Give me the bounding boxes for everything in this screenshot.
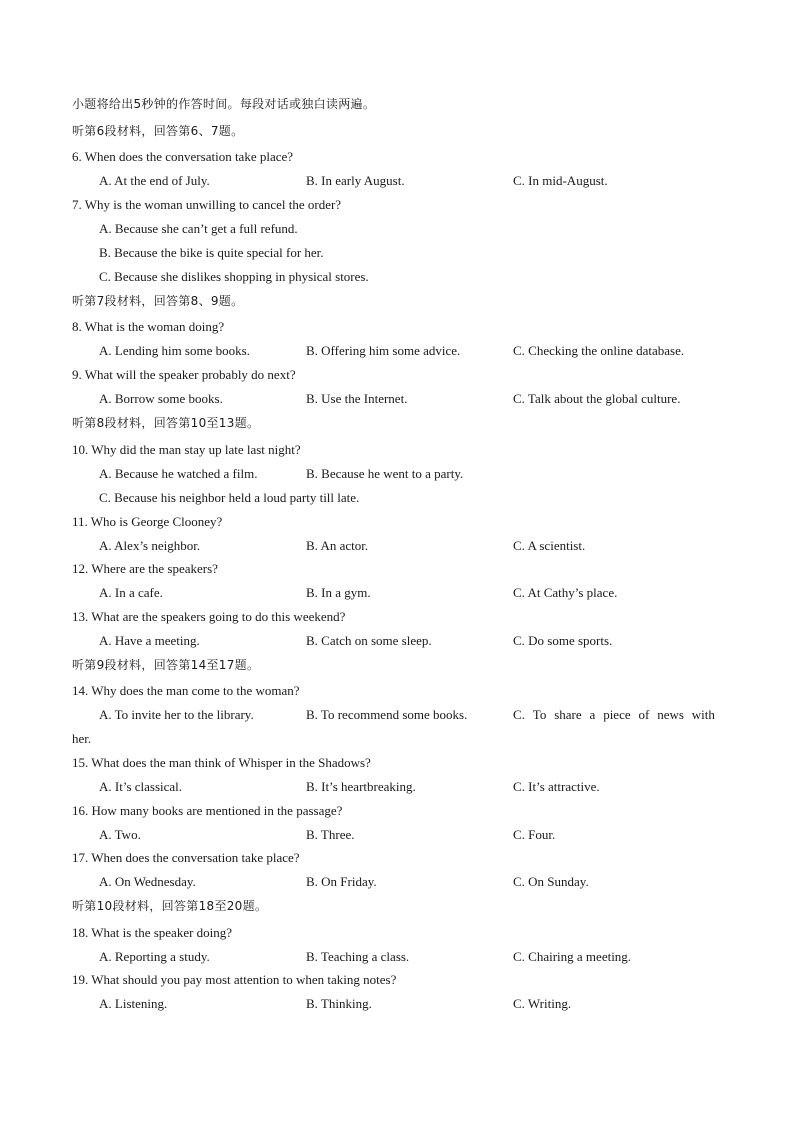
- option-b: B. In a gym.: [306, 585, 371, 600]
- option-b: B. It’s heartbreaking.: [306, 779, 416, 794]
- option-c: C. Four.: [513, 827, 556, 842]
- instruction-text: 小题将给出5秒钟的作答时间。每段对话或独白读两遍。: [72, 97, 376, 111]
- option-b: B. On Friday.: [306, 874, 377, 889]
- option-c-word: a: [589, 707, 596, 722]
- option-b: B. Because he went to a party.: [306, 466, 464, 481]
- option-b: B. Because the bike is quite special for her.: [99, 245, 324, 260]
- option-c-word: C.: [513, 707, 525, 722]
- option-a: A. Have a meeting.: [99, 633, 200, 648]
- option-c-word: with: [691, 707, 715, 722]
- question-stem: 15. What does the man think of Whisper in the Shadows?: [72, 755, 371, 770]
- option-c-word: news: [657, 707, 684, 722]
- option-c: C. At Cathy’s place.: [513, 585, 618, 600]
- option-a: A. Because he watched a film.: [99, 466, 258, 481]
- question-stem: 10. Why did the man stay up late last night?: [72, 442, 301, 457]
- option-a: A. At the end of July.: [99, 173, 210, 188]
- question-stem: 14. Why does the man come to the woman?: [72, 683, 300, 698]
- option-b: B. Catch on some sleep.: [306, 633, 432, 648]
- option-c-word: of: [638, 707, 650, 722]
- option-c: C. Because she dislikes shopping in physical stores.: [99, 269, 369, 284]
- option-c-word: piece: [603, 707, 631, 722]
- option-c: [513, 707, 715, 723]
- option-c: C. Talk about the global culture.: [513, 391, 681, 406]
- option-a: A. Lending him some books.: [99, 343, 250, 358]
- option-b: B. Use the Internet.: [306, 391, 408, 406]
- option-a: A. Listening.: [99, 996, 168, 1011]
- option-c: C. In mid-August.: [513, 173, 608, 188]
- option-c: C. Because his neighbor held a loud party till late.: [99, 490, 360, 505]
- option-c-word: share: [554, 707, 582, 722]
- section-heading: 听第6段材料，回答第6、7题。: [72, 124, 244, 138]
- question-stem: 12. Where are the speakers?: [72, 561, 218, 576]
- question-stem: 9. What will the speaker probably do next?: [72, 367, 296, 382]
- option-c: C. On Sunday.: [513, 874, 589, 889]
- section-heading: 听第8段材料，回答第10至13题。: [72, 416, 260, 430]
- question-stem: 18. What is the speaker doing?: [72, 925, 233, 940]
- section-heading: 听第9段材料，回答第14至17题。: [72, 658, 260, 672]
- question-stem: 6. When does the conversation take place?: [72, 149, 294, 164]
- question-stem: 11. Who is George Clooney?: [72, 514, 223, 529]
- question-stem: 16. How many books are mentioned in the passage?: [72, 803, 343, 818]
- option-a: A. It’s classical.: [99, 779, 183, 794]
- option-c: C. A scientist.: [513, 538, 586, 553]
- option-c: C. Checking the online database.: [513, 343, 685, 358]
- option-c: C. Chairing a meeting.: [513, 949, 632, 964]
- section-heading: 听第7段材料，回答第8、9题。: [72, 294, 244, 308]
- question-stem: 8. What is the woman doing?: [72, 319, 225, 334]
- option-a: A. In a cafe.: [99, 585, 163, 600]
- option-c-word: To: [532, 707, 547, 722]
- option-c-continuation: her.: [72, 731, 92, 746]
- section-heading: 听第10段材料，回答第18至20题。: [72, 899, 268, 913]
- option-a: A. To invite her to the library.: [99, 707, 254, 722]
- option-a: A. Reporting a study.: [99, 949, 210, 964]
- option-b: B. Three.: [306, 827, 355, 842]
- option-b: B. To recommend some books.: [306, 707, 468, 722]
- option-b: B. An actor.: [306, 538, 369, 553]
- question-stem: 7. Why is the woman unwilling to cancel the order?: [72, 197, 342, 212]
- option-b: B. Teaching a class.: [306, 949, 410, 964]
- option-b: B. Offering him some advice.: [306, 343, 461, 358]
- option-a: A. On Wednesday.: [99, 874, 196, 889]
- option-b: B. In early August.: [306, 173, 405, 188]
- option-b: B. Thinking.: [306, 996, 372, 1011]
- question-stem: 19. What should you pay most attention to when taking notes?: [72, 972, 397, 987]
- option-c: C. Writing.: [513, 996, 572, 1011]
- question-stem: 13. What are the speakers going to do this weekend?: [72, 609, 346, 624]
- question-stem: 17. When does the conversation take place?: [72, 850, 300, 865]
- option-a: A. Two.: [99, 827, 141, 842]
- option-a: A. Borrow some books.: [99, 391, 223, 406]
- option-a: A. Alex’s neighbor.: [99, 538, 201, 553]
- option-a: A. Because she can’t get a full refund.: [99, 221, 298, 236]
- option-c: C. Do some sports.: [513, 633, 613, 648]
- option-c: C. It’s attractive.: [513, 779, 600, 794]
